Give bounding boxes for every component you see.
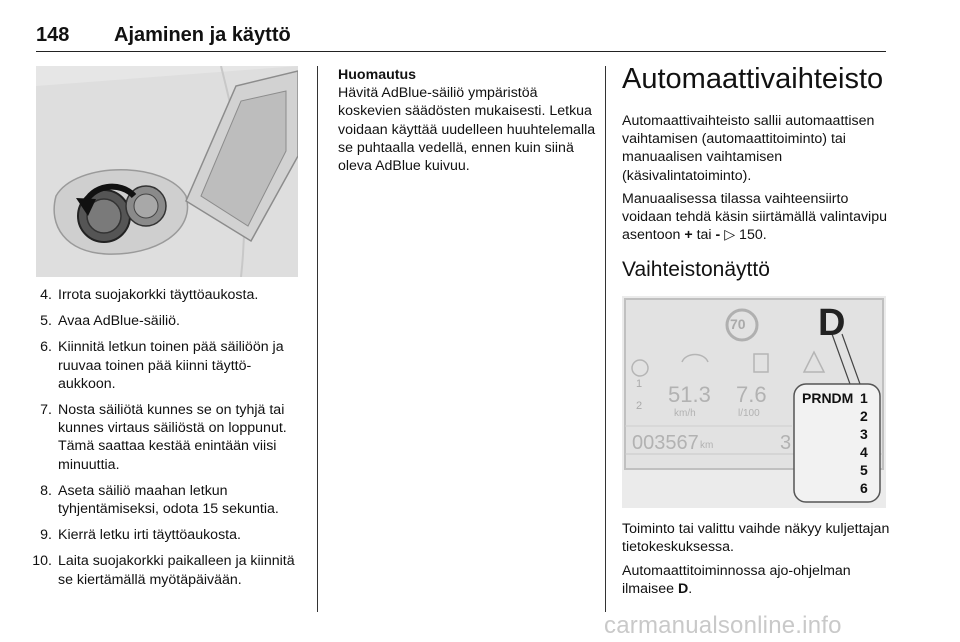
section-paragraph-2 [622,190,892,245]
list-item [30,526,302,544]
step-text: Irrota suojakorkki täyttöaukosta. [58,287,259,303]
consumption-value: 7.6 [736,382,767,407]
step-text: Aseta säiliö maahan letkun tyhjentämiseksi, odota 15 sekuntia. [58,482,279,518]
column-divider-right [605,66,606,612]
list-item [30,338,302,393]
minus-symbol: - [715,227,721,244]
subsection-title: Vaihteistonäyttö [622,258,770,281]
speed-limit-value: 70 [730,316,746,332]
last-paragraph [622,562,892,598]
page-reference: 150. [735,227,767,244]
step-text: Avaa AdBlue-säiliö. [58,313,180,330]
instrument-cluster-illustration [622,296,886,508]
note-box [338,66,600,175]
callout-gear-1: 1 [860,390,868,406]
row-icon-1: 1 [636,378,643,390]
odometer-value: 003567 [632,432,699,454]
step-text: Nosta säiliötä kunnes se on tyhjä tai kunnes virtaus säiliöstä on loppunut. Tämä saattaa kestää enintään viisi minuuttia. [58,402,287,473]
step-text: Kiinnitä letkun toinen pää säiliöön ja ruuvaa toinen pää kiinni täyttöaukkoon. [58,339,284,392]
note-heading: Huomautus [338,67,417,83]
plus-symbol: + [684,227,693,244]
step-number: 10. [32,553,52,570]
drive-mode-symbol: D [677,581,689,598]
gear-indicator: D [818,302,846,344]
section-paragraph-1: Automaattivaihteisto sallii automaattisen vaihtamisen (automaattitoiminto) tai manuaalisen vaihtamisen (käsivalintatoiminto). [622,113,875,184]
p2-text: Manuaalisessa tilassa vaihteensiirto voidaan tehdä käsin siirtämällä valintavipu asentoon [622,191,887,244]
consumption-unit: l/100 [738,408,760,419]
callout-letters: PRNDM [802,390,854,406]
list-item [30,401,302,474]
watermark: carmanualsonline.info [604,612,842,639]
page-number: 148 [36,24,70,46]
step-number: 7. [40,402,52,419]
step-text: Laita suojakorkki paikalleen ja kiinnitä se kiertämällä myötäpäivään. [58,553,295,588]
speed-value: 51.3 [668,382,711,407]
callout-gear-3: 3 [860,426,868,442]
step-number: 4. [40,287,52,303]
column-divider-left [317,66,318,612]
reference-arrow-icon: ▷ [724,227,736,244]
row-icon-2: 2 [636,400,643,412]
steps-list [30,286,302,597]
page-title: Ajaminen ja käyttö [114,24,291,46]
note-text: Hävitä AdBlue-säiliö ympäristöä koskevien säädösten mukaisesti. Letkua voidaan käyttää uudelleen huuhtelemalla se puhtaalla vedellä, ennen kuin siinä oleva AdBlue kuivuu. [338,85,596,175]
step-text: Kierrä letku irti täyttöaukosta. [58,527,241,544]
odometer-unit: km [700,440,714,451]
list-item [30,286,302,304]
list-item [30,552,302,588]
list-item [30,312,302,330]
callout-gear-6: 6 [860,480,868,496]
callout-gear-5: 5 [860,462,868,478]
step-number: 6. [40,339,52,356]
step-number: 8. [40,482,52,499]
p2-text-mid: tai [692,227,716,244]
section-title: Automaattivaihteisto [622,63,884,95]
step-number: 9. [40,527,52,544]
last-paragraph-text: Automaattitoiminnossa ajo-ohjelman ilmaisee [622,563,851,598]
callout-gear-4: 4 [860,444,868,460]
step-number: 5. [40,313,52,330]
cluster-caption: Toiminto tai valittu vaihde näkyy kuljettajan tietokeskuksessa. [622,521,890,556]
page-header [36,22,886,52]
speed-unit: km/h [674,408,696,419]
list-item [30,482,302,518]
adblue-filler-illustration [36,66,298,277]
trip-digit: 3 [780,432,792,454]
callout-gear-2: 2 [860,408,868,424]
last-paragraph-end: . [688,581,693,598]
